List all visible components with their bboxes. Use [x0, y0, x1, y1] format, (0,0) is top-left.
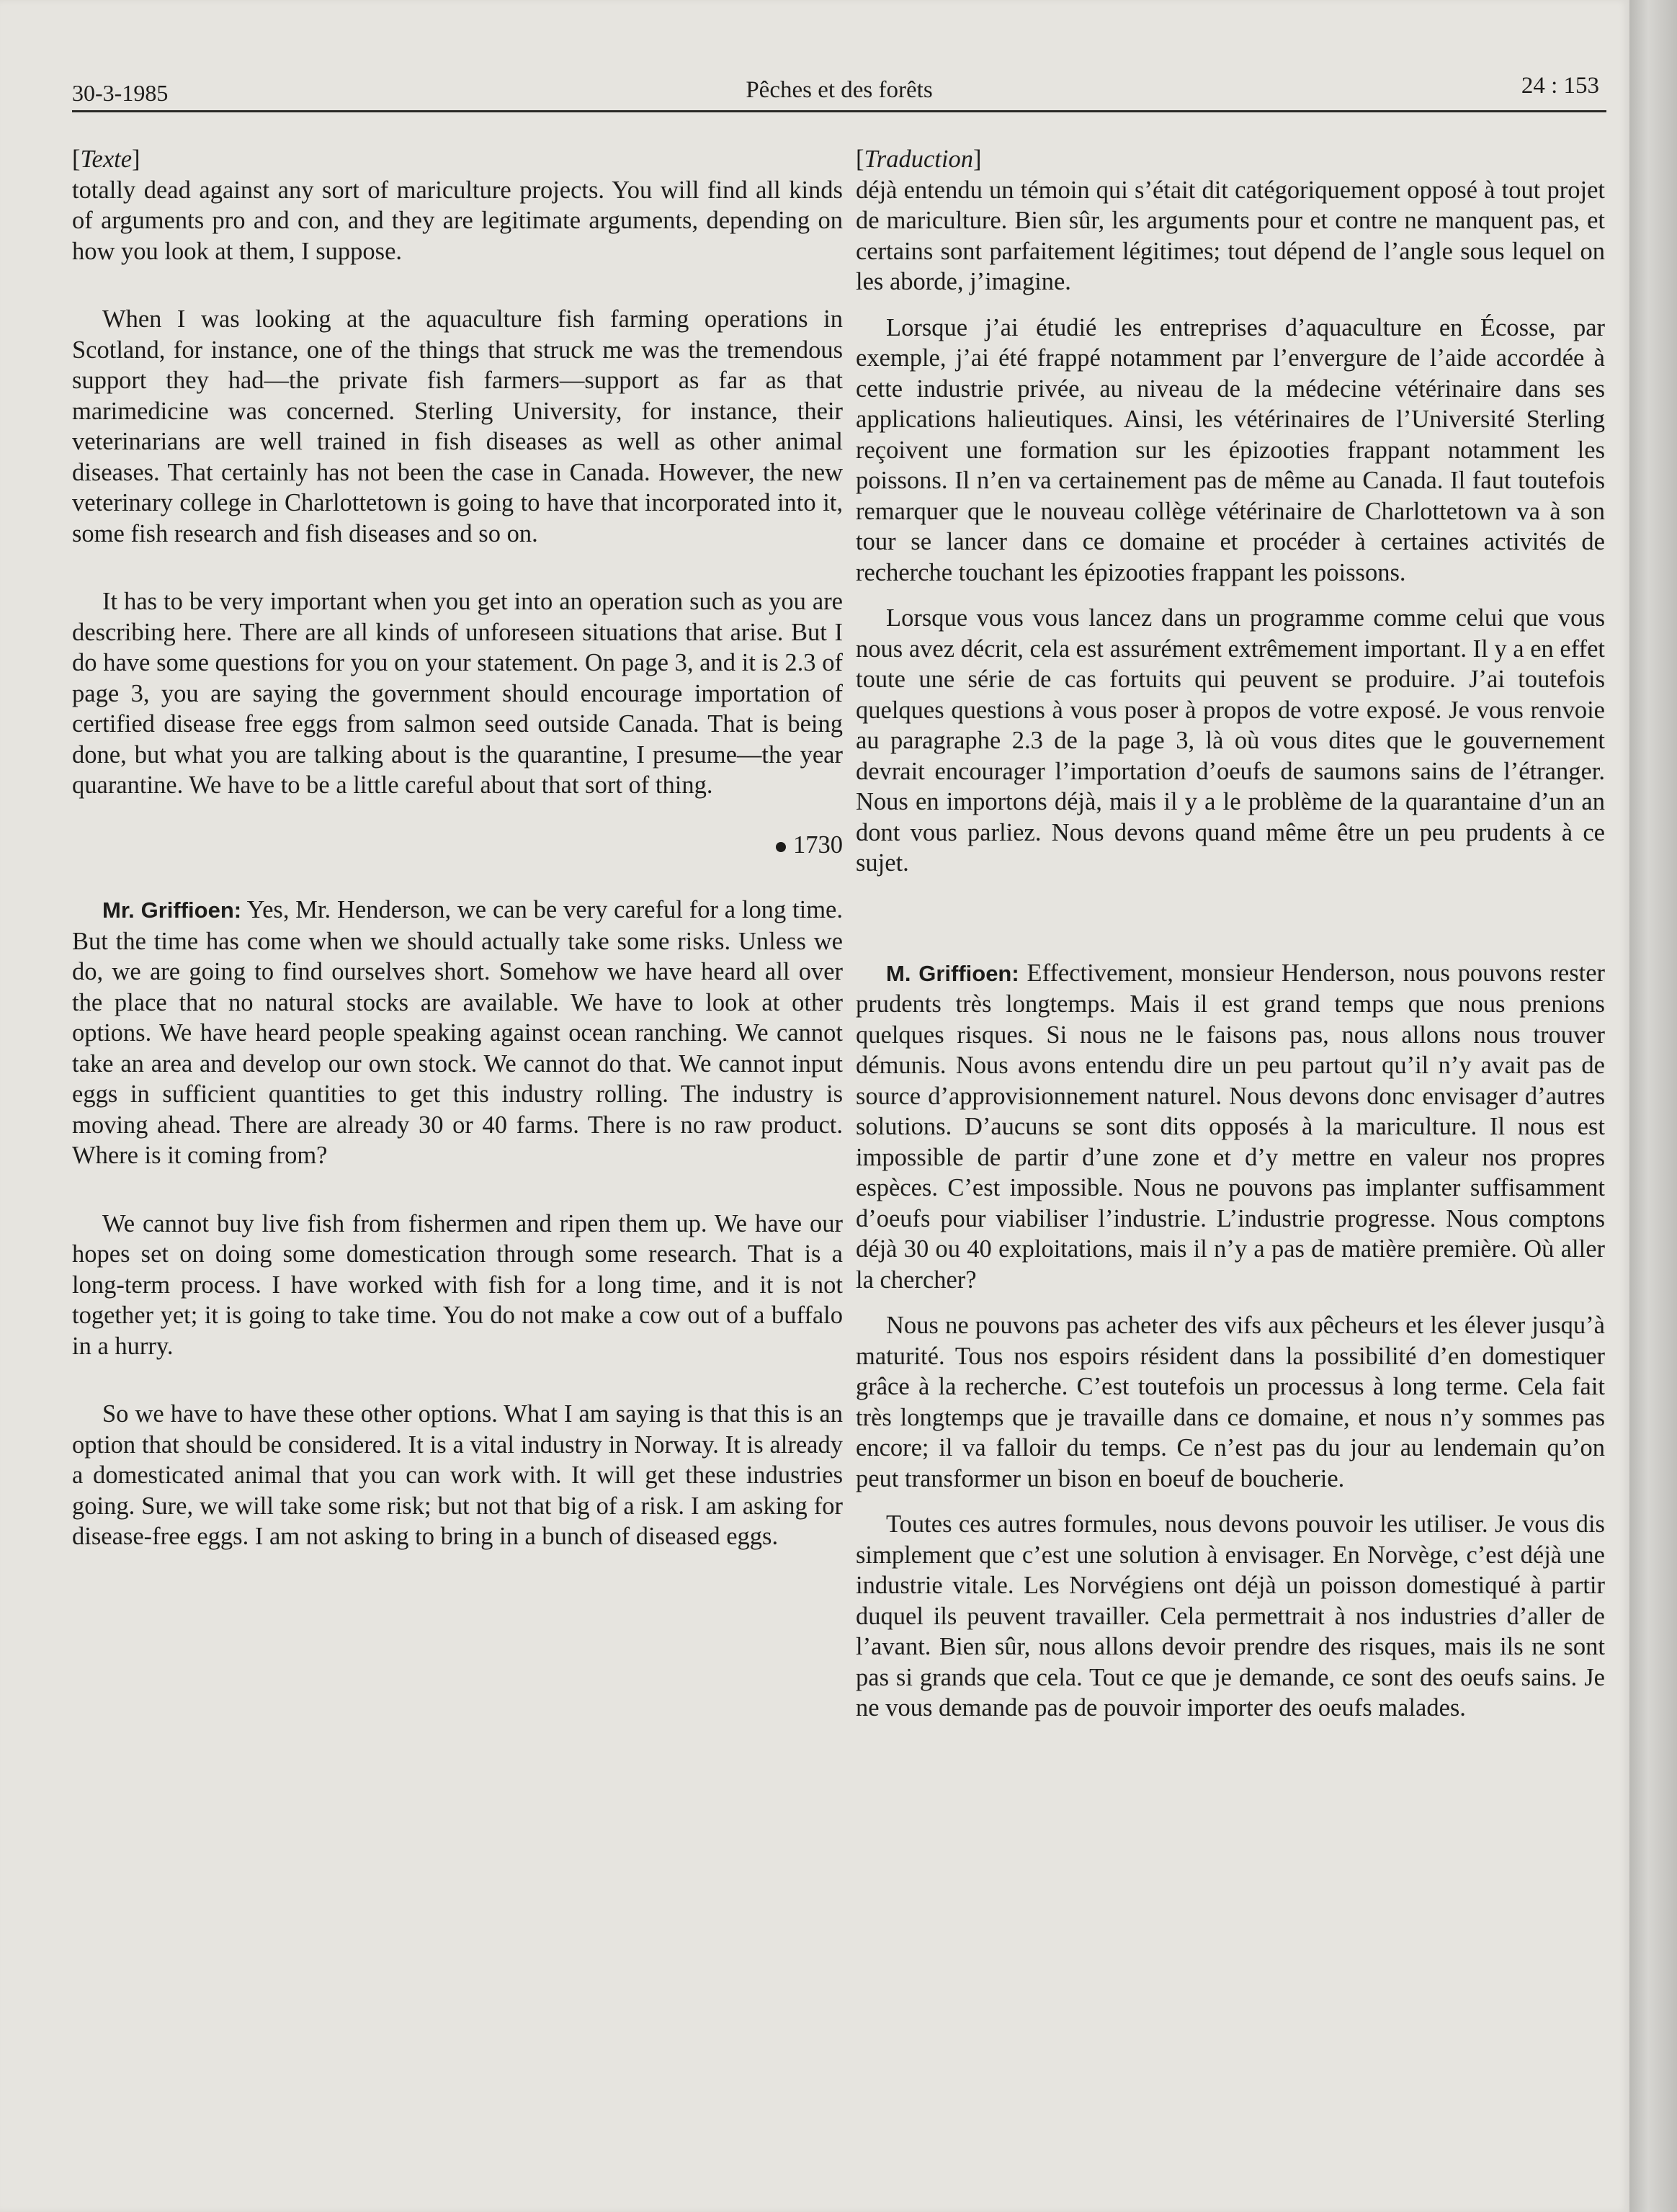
speaker-paragraph: M. Griffioen: Effectivement, monsieur Henderson, nous pouvons rester prudents très longtemps. Mais il est grand temps que nous prenions quelques risques. Si nous ne le faisons pas, nous allons nous trouver démunis. Nous avons entendu dire un peu partout qu’il n’y avait pas de source d’approvisionnement naturel. Nous devons donc envisager d’autres solutions. D’aucuns se sont dits opposés à la mariculture. Il nous est impossible de partir d’une zone et d’y mettre en valeur nos propres espèces. C’est impossible. Nous ne pouvons pas implanter suffisamment d’oeufs pour viabiliser l’industrie. L’industrie progresse. Nous comptons déjà 30 ou 40 exploitations, mais il n’y a pas de matière première. Où aller la chercher?	[856, 959, 1606, 1294]
header-page-number: 24 : 153	[1521, 73, 1599, 99]
english-column	[72, 144, 843, 1552]
page-edge	[1629, 0, 1677, 2212]
bullet-icon	[776, 842, 786, 852]
paragraph: When I was looking at the aquaculture fish farming operations in Scotland, for instance, one of the things that struck me was the tremendous support they had—the private fish farmers—support as far as that marimedicine was concerned. Sterling University, for instance, their veterinarians are well trained in fish diseases as well as other animal diseases. That certainly has not been the case in Canada. However, the new veterinary college in Charlottetown is going to have that incorporated into it, some fish research and fish diseases and so on.	[72, 305, 843, 547]
paragraph: So we have to have these other options. What I am saying is that this is an option that should be considered. It is a vital industry in Norway. It is already a domesticated animal that you can work with. It will get these industries going. Sure, we will take some risk; but not that big of a risk. I am asking for disease-free eggs. I am not asking to bring in a bunch of diseased eggs.	[72, 1400, 843, 1550]
header-date: 30-3-1985	[72, 80, 169, 106]
paragraph: We cannot buy live fish from fishermen and ripen them up. We have our hopes set on doing some domestication through some research. That is a long-term process. I have worked with fish for a long time, and it is not together yet; it is going to take time. You do not make a cow out of a buffalo in a hurry.	[72, 1209, 843, 1360]
language-label-french: [Traduction]	[856, 145, 982, 173]
paragraph: Nous ne pouvons pas acheter des vifs aux pêcheurs et les élever jusqu’à maturité. Tous nos espoirs résident dans la possibilité d’en domestiquer grâce à la recherche. C’est toutefois un processus à long terme. Cela fait très longtemps que je travaille dans ce domaine, et nous n’y sommes pas encore; il va falloir du temps. Ce n’est pas du jour au lendemain qu’on peut transformer un bison en boeuf de boucherie.	[856, 1312, 1605, 1492]
language-label-english: [Texte]	[72, 145, 140, 173]
header-rule	[72, 110, 1606, 112]
paragraph: Lorsque vous vous lancez dans un programme comme celui que vous nous avez décrit, cela est assurément extrêmement important. Il y a en effet toute une série de cas fortuits qui peuvent se produire. J’ai toutefois quelques questions à vous poser à propos de votre exposé. Je vous renvoie au paragraphe 2.3 de la page 3, là où vous dites que le gouvernement devrait encourager l’importation d’oeufs de saumons sains de l’étranger. Nous en importons déjà, mais il y a le problème de la quarantaine d’un an dont vous parliez. Nous devons quand même être un peu prudents à ce sujet.	[856, 604, 1605, 877]
header-title: Pêches et des forêts	[746, 77, 933, 103]
time-marker: 1730	[72, 830, 843, 861]
speaker-name: Mr. Griffioen:	[102, 897, 242, 923]
paragraph: It has to be very important when you get into an operation such as you are describing here. There are all kinds of unforeseen situations that arise. But I do have some questions for you on your statement. On page 3, and it is 2.3 of page 3, you are saying the government should encourage importation of certified disease free eggs from salmon seed outside Canada. That is being done, but what you are talking about is the quarantine, I presume—the year quarantine. We have to be a little careful about that sort of thing.	[72, 588, 843, 799]
speaker-name: M. Griffioen:	[886, 960, 1019, 986]
paragraph: Lorsque j’ai étudié les entreprises d’aquaculture en Écosse, par exemple, j’ai été frappé notamment par l’envergure de l’aide accordée à cette industrie privée, au niveau de la médecine vétérinaire dans ses applications halieutiques. Ainsi, les vétérinaires de l’Université Sterling reçoivent une formation sur les épizooties frappant notamment les poissons. Il n’en va certainement pas de même au Canada. Il faut toutefois remarquer que le nouveau collège vétérinaire de Charlottetown va à son tour se lancer dans ce domaine et procéder à certaines activités de recherche touchant les épizooties frappant les poissons.	[856, 313, 1605, 586]
french-column	[856, 144, 1605, 1724]
speaker-paragraph: Mr. Griffioen: Yes, Mr. Henderson, we can be very careful for a long time. But the time has come when we should actually take some risks. Unless we do, we are going to find ourselves short. Somehow we have heard all over the place that no natural stocks are available. We have to look at other options. We have heard people speaking against ocean ranching. We cannot take an area and develop our own stock. We cannot do that. We cannot input eggs in sufficient quantities to get this industry rolling. The industry is moving ahead. There are already 30 or 40 farms. There is no raw product. Where is it coming from?	[72, 896, 843, 1169]
page-header	[72, 61, 1606, 112]
paragraph: totally dead against any sort of mariculture projects. You will find all kinds of arguments pro and con, and they are legitimate arguments, depending on how you look at them, I suppose.	[72, 176, 843, 265]
paragraph: Toutes ces autres formules, nous devons pouvoir les utiliser. Je vous dis simplement que c’est une solution à envisager. En Norvège, c’est déjà une industrie vitale. Les Norvégiens ont déjà un poisson domestiqué à partir duquel ils peuvent travailler. Cela permettrait à nos industries d’aller de l’avant. Bien sûr, nous allons devoir prendre des risques, mais ils ne sont pas si grands que cela. Tout ce que je demande, ce sont des oeufs sains. Je ne vous demande pas de pouvoir importer des oeufs malades.	[856, 1510, 1605, 1721]
paragraph: déjà entendu un témoin qui s’était dit catégoriquement opposé à tout projet de mariculture. Bien sûr, les arguments pour et contre ne manquent pas, et certains sont parfaitement légitimes; tout dépend de l’angle sous lequel on les aborde, j’imagine.	[856, 176, 1605, 295]
